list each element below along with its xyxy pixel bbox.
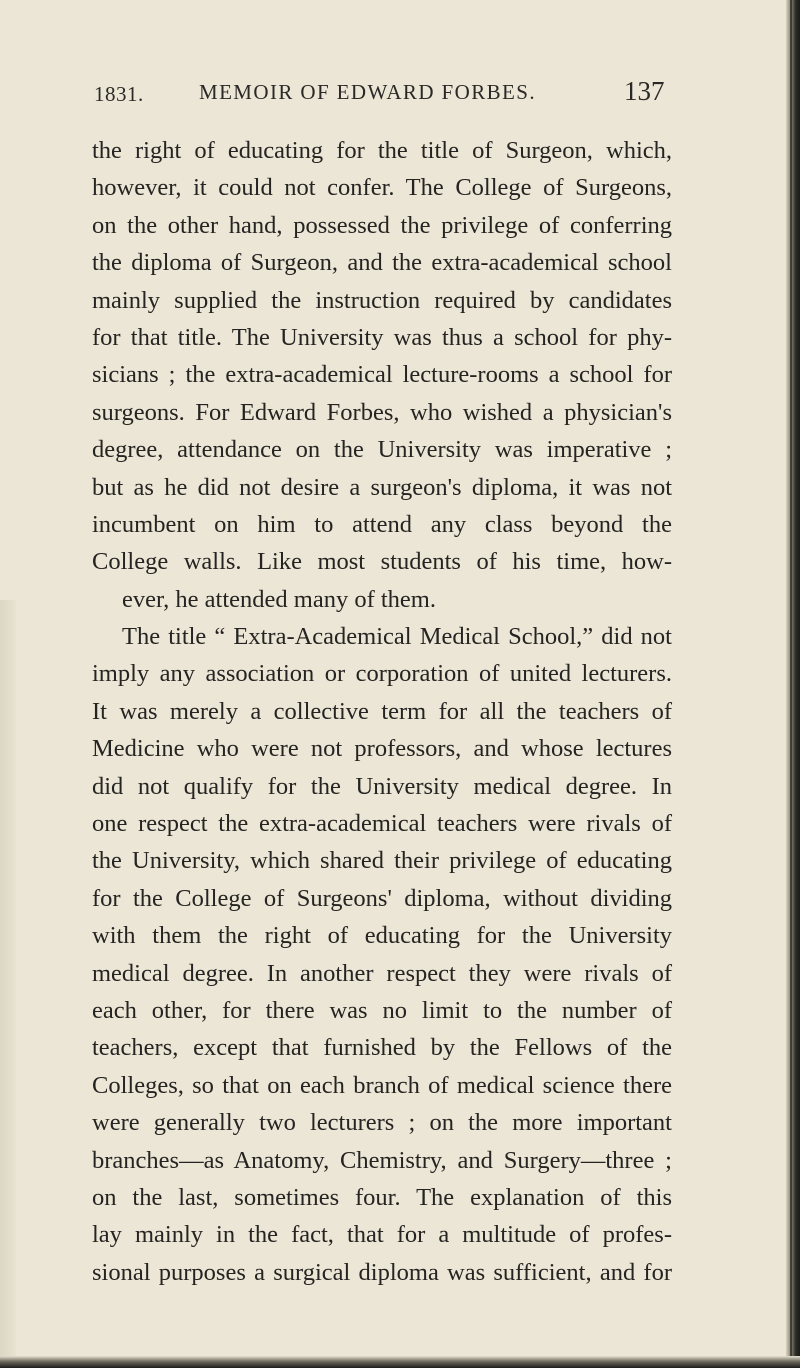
text-line: Colleges, so that on each branch of medical science there (92, 1071, 672, 1099)
text-line: imply any association or corporation of united lecturers. (92, 660, 672, 688)
text-line: however, it could not confer. The College of Surgeons, (92, 174, 672, 202)
page-bottom-edge-shadow (0, 1356, 800, 1368)
paragraph-start-line: The title “ Extra-Academical Medical School,” did not (122, 623, 672, 651)
page-right-edge-shadow (786, 0, 800, 1368)
text-line: sional purposes a surgical diploma was sufficient, and for (92, 1258, 672, 1286)
text-line: the right of educating for the title of Surgeon, which, (92, 137, 672, 164)
text-line: branches—as Anatomy, Chemistry, and Surgery—three ; (92, 1146, 672, 1174)
text-line: lay mainly in the fact, that for a multitude of profes- (92, 1221, 672, 1249)
text-line: for the College of Surgeons' diploma, without dividing (92, 884, 672, 912)
text-line: College walls. Like most students of his time, how- (92, 548, 672, 576)
text-line: one respect the extra-academical teachers were rivals of (92, 810, 672, 838)
text-line: for that title. The University was thus a school for phy- (92, 323, 672, 351)
text-line: the diploma of Surgeon, and the extra-academical school (92, 249, 672, 277)
text-line: ever, he attended many of them. (122, 585, 436, 613)
page-number: 137 (624, 76, 665, 106)
text-line: incumbent on him to attend any class beyond the (92, 510, 672, 538)
body-text (92, 132, 672, 1291)
page-left-edge-shadow (0, 600, 16, 1360)
text-line: mainly supplied the instruction required by candidates (92, 286, 672, 314)
text-line: degree, attendance on the University was imperative ; (92, 436, 672, 464)
text-line: did not qualify for the University medical degree. In (92, 772, 672, 800)
text-line: but as he did not desire a surgeon's diploma, it was not (92, 473, 672, 501)
text-line: were generally two lecturers ; on the more important (92, 1109, 672, 1137)
text-line: the University, which shared their privilege of educating (92, 847, 672, 875)
header-year: 1831. (94, 82, 144, 106)
text-line: It was merely a collective term for all the teachers of (92, 697, 672, 725)
text-line: with them the right of educating for the University (92, 922, 672, 950)
running-head (0, 78, 800, 108)
text-line: teachers, except that furnished by the Fellows of the (92, 1034, 672, 1062)
text-line: medical degree. In another respect they were rivals of (92, 959, 672, 987)
text-line: sicians ; the extra-academical lecture-rooms a school for (92, 361, 672, 389)
text-line: each other, for there was no limit to the number of (92, 996, 672, 1024)
text-line: on the last, sometimes four. The explanation of this (92, 1183, 672, 1211)
text-line: on the other hand, possessed the privilege of conferring (92, 211, 672, 239)
text-line: surgeons. For Edward Forbes, who wished a physician's (92, 398, 672, 426)
text-line: Medicine who were not professors, and whose lectures (92, 735, 672, 763)
page-binding-line (790, 0, 792, 1368)
header-title: MEMOIR OF EDWARD FORBES. (199, 80, 536, 104)
